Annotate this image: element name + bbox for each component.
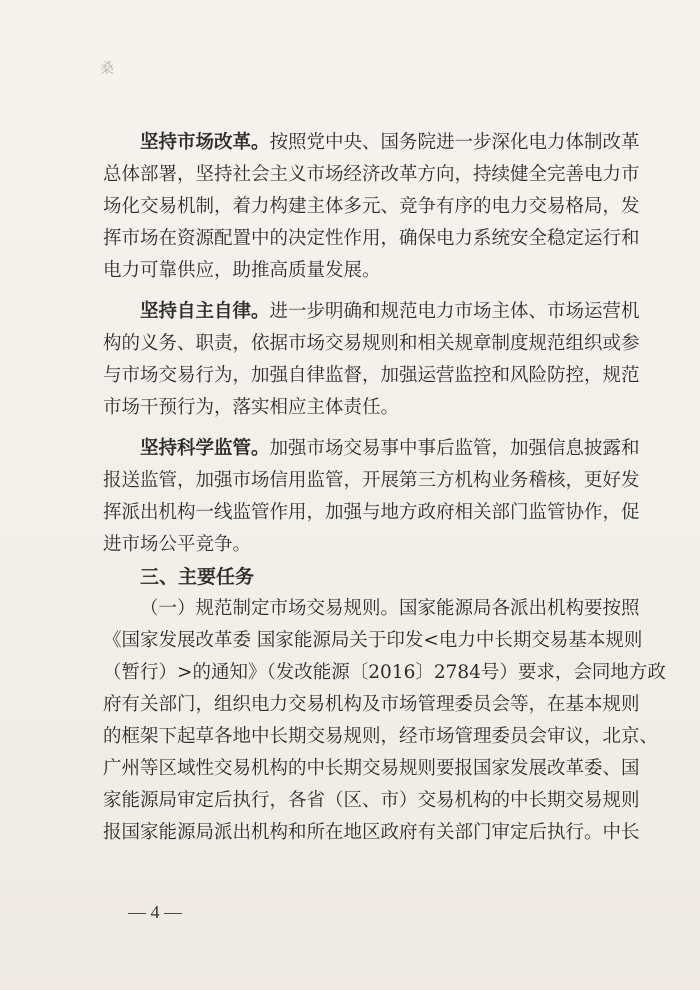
paragraph-1-lead: 坚持市场改革。 (140, 132, 270, 153)
paragraph-3-text: 加强市场交易事中事后监管，加强信息披露和 (269, 438, 640, 459)
task-line-5: 的框架下起草各地中长期交易规则，经市场管理委员会审议，北京、 (103, 726, 659, 747)
paragraph-3-line-1 (103, 433, 640, 465)
document-body (103, 127, 666, 849)
paragraph-1-text: 按照党中央、国务院进一步深化电力体制改革 (269, 132, 640, 153)
paragraph-1-line-5: 电力可靠供应，助推高质量发展。 (103, 260, 381, 281)
task-line-1 (103, 593, 640, 625)
paragraph-3-line-2: 报送监管，加强市场信用监管，开展第三方机构业务稽核，更好发 (103, 470, 640, 491)
task-line-8: 报国家能源局派出机构和所在地区政府有关部门审定后执行。中长 (103, 822, 640, 843)
task-text: 国家能源局各派出机构要按照 (399, 598, 640, 619)
paragraph-3-line-4: 进市场公平竞争。 (103, 534, 252, 555)
task-line-7: 家能源局审定后执行，各省（区、市）交易机构的中长期交易规则 (103, 790, 640, 811)
paragraph-1-line-1 (103, 127, 640, 159)
paragraph-2-text: 进一步明确和规范电力市场主体、市场运营机 (269, 301, 640, 322)
paragraph-2-line-1 (103, 296, 640, 328)
task-line-6: 广州等区域性交易机构的中长期交易规则要报国家发展改革委、国 (103, 758, 640, 779)
paragraph-1-line-2: 总体部署，坚持社会主义市场经济改革方向，持续健全完善电力市 (103, 164, 640, 185)
task-line-4: 府有关部门，组织电力交易机构及市场管理委员会等，在基本规则 (103, 694, 640, 715)
task-line-2: 《国家发展改革委 国家能源局关于印发<电力中长期交易基本规则 (103, 630, 643, 651)
paragraph-2-lead: 坚持自主自律。 (140, 301, 270, 322)
paragraph-3-line-3: 挥派出机构一线监管作用，加强与地方政府相关部门监管协作，促 (103, 502, 640, 523)
paragraph-2-line-4: 市场干预行为，落实相应主体责任。 (103, 397, 400, 418)
paragraph-2-line-2: 构的义务、职责，依据市场交易规则和相关规章制度规范组织或参 (103, 333, 640, 354)
paragraph-3-lead: 坚持科学监管。 (140, 438, 270, 459)
task-lead: （一）规范制定市场交易规则。 (140, 598, 400, 619)
paragraph-1-line-3: 场化交易机制，着力构建主体多元、竞争有序的电力交易格局，发 (103, 196, 640, 217)
section-heading: 三、主要任务 (140, 566, 255, 588)
task-line-3: （暂行）>的通知》（发改能源〔2016〕2784号）要求，会同地方政 (103, 662, 666, 683)
page-number: — 4 — (128, 902, 182, 922)
margin-mark: 桑 (100, 61, 114, 77)
paragraph-1-line-4: 挥市场在资源配置中的决定性作用，确保电力系统安全稳定运行和 (103, 228, 640, 249)
paragraph-2-line-3: 与市场交易行为，加强自律监督，加强运营监控和风险防控，规范 (103, 365, 640, 386)
